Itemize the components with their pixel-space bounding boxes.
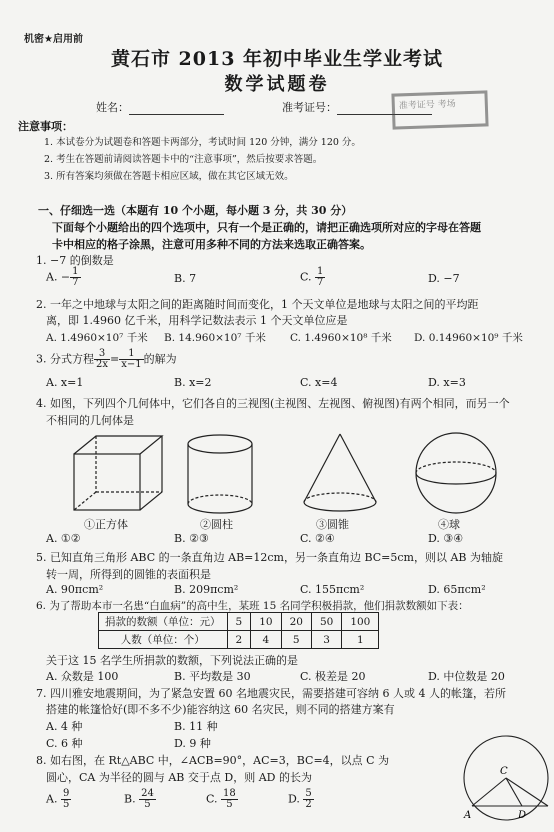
q4-option-c: C. ②④ — [300, 532, 335, 545]
q5-option-b: B. 209πcm² — [174, 583, 239, 596]
notes-heading: 注意事项： — [18, 120, 73, 133]
numerator: 3 — [94, 349, 110, 360]
table-row-header: 人数（单位：个） — [99, 631, 228, 649]
fraction — [303, 789, 313, 810]
q5-line2: 转一周，所得到的圆锥的表面积是 — [46, 568, 211, 581]
cylinder-figure — [182, 432, 258, 516]
table-cell: 5 — [281, 631, 311, 649]
denominator: 5 — [226, 799, 233, 810]
q5-option-a: A. 90πcm² — [46, 583, 104, 596]
q8-line1: 8. 如右图，在 Rt△ABC 中，∠ACB=90°，AC=3，BC=4，以点 C 为 — [36, 754, 390, 767]
table-cell: 10 — [251, 613, 281, 631]
exam-subtitle: 数学试题卷 — [224, 74, 330, 95]
q2-option-b: B. 14.960×10⁷ 千米 — [164, 332, 266, 344]
q2-line1: 2. 一年之中地球与太阳之间的距离随时间而变化，1 个天文单位是地球与太阳之间的平均距 — [36, 298, 479, 311]
q7-option-a: A. 4 种 — [46, 720, 83, 733]
q8-option-b — [124, 789, 156, 810]
fraction — [119, 349, 143, 370]
cylinder-caption: ②圆柱 — [200, 518, 233, 531]
table-row — [99, 631, 379, 649]
q4-line2: 不相同的几何体是 — [46, 414, 134, 427]
table-cell: 100 — [342, 613, 379, 631]
numerator: 5 — [305, 788, 312, 799]
denominator: 2x — [96, 359, 109, 370]
denominator: 7 — [317, 277, 324, 288]
q2-option-c: C. 1.4960×10⁸ 千米 — [290, 332, 392, 344]
q6-stem: 6. 为了帮助本市一名患“白血病”的高中生，某班 15 名同学积极捐款，他们捐款数额如下表： — [36, 600, 469, 612]
q2-option-a: A. 1.4960×10⁷ 千米 — [46, 332, 148, 344]
q5-option-d: D. 65πcm² — [428, 583, 486, 596]
q2-option-d: D. 0.14960×10⁹ 千米 — [414, 332, 523, 344]
section-title: 一、仔细选一选（本题有 10 个小题，每小题 3 分，共 30 分） — [38, 204, 353, 217]
q6-question: 关于这 15 名学生所捐款的数额，下列说法正确的是 — [46, 654, 298, 667]
name-underline — [129, 103, 224, 115]
q4-option-b: B. ②③ — [174, 532, 209, 545]
exam-no-label: 准考证号： — [282, 101, 337, 114]
cube-caption: ①正方体 — [84, 518, 128, 531]
fraction — [139, 789, 156, 810]
cone-caption: ③圆锥 — [316, 518, 349, 531]
numerator: 9 — [62, 788, 70, 799]
secret-mark: 机密★启用前 — [24, 34, 83, 45]
name-field — [96, 99, 224, 115]
q3-option-d: D. x=3 — [428, 376, 466, 389]
q4-option-d: D. ③④ — [428, 532, 464, 545]
q3-suffix: 的解为 — [143, 352, 177, 366]
q1-option-d: D. −7 — [428, 272, 460, 285]
section-desc: 卡中相应的格子涂黑，注意可用多种不同的方法来选取正确答案。 — [52, 238, 371, 251]
numerator: 1 — [72, 266, 79, 277]
numerator: 18 — [223, 788, 236, 799]
denominator: 5 — [62, 799, 70, 810]
fraction — [70, 267, 80, 288]
fraction — [315, 267, 325, 288]
table-cell: 1 — [342, 631, 379, 649]
q8-line2: 圆心，CA 为半径的圆与 AB 交于点 D，则 AD 的长为 — [46, 771, 312, 784]
table-cell: 20 — [281, 613, 311, 631]
q5-line1: 5. 已知直角三角形 ABC 的一条直角边 AB=12cm，另一条直角边 BC=5cm，则以 AB 为轴旋 — [36, 551, 503, 564]
q1-option-a — [46, 267, 81, 288]
q5-option-c: C. 155πcm² — [300, 583, 365, 596]
denominator: x−1 — [121, 359, 142, 370]
point-c-label: C — [500, 766, 508, 777]
point-d-label: D — [518, 810, 527, 821]
q1-option-b: B. 7 — [174, 272, 197, 285]
section-desc: 下面每个小题给出的四个选项中，只有一个是正确的，请把正确选项所对应的字母在答题 — [52, 221, 481, 234]
q7-option-c: C. 6 种 — [46, 737, 83, 750]
q6-option-c: C. 极差是 20 — [300, 670, 366, 683]
fraction — [94, 349, 110, 370]
q4-option-a: A. ①② — [46, 532, 81, 545]
q3-option-b: B. x=2 — [174, 376, 212, 389]
table-cell: 2 — [227, 631, 251, 649]
cube-figure — [60, 430, 170, 515]
q1-stem: 1. −7 的倒数是 — [36, 254, 114, 267]
q7-option-b: B. 11 种 — [174, 720, 218, 733]
q8-d-prefix: D. — [288, 792, 304, 806]
table-cell: 3 — [311, 631, 341, 649]
fraction — [221, 789, 238, 810]
q8-option-c — [206, 789, 238, 810]
q3-stem — [36, 349, 177, 370]
note-item: 3. 所有答案均须做在答题卡相应区域，做在其它区域无效。 — [44, 171, 294, 182]
table-cell: 4 — [251, 631, 281, 649]
q7-line2: 搭建的帐篷恰好(即不多不少)能容纳这 60 名灾民，则不同的搭建方案有 — [46, 703, 395, 716]
note-item: 1. 本试卷分为试题卷和答题卡两部分，考试时间 120 分钟，满分 120 分。 — [44, 137, 361, 148]
cone-figure — [298, 430, 382, 516]
q8-figure — [456, 730, 552, 830]
q1-option-c — [300, 267, 325, 288]
q7-option-d: D. 9 种 — [174, 737, 211, 750]
note-item: 2. 考生在答题前请阅读答题卡中的“注意事项”，然后按要求答题。 — [44, 154, 323, 165]
denominator: 5 — [144, 799, 151, 810]
stamp-text: 准考证号 考场 — [398, 99, 456, 112]
q6-option-a: A. 众数是 100 — [46, 670, 119, 683]
table-row-header: 捐款的数额（单位：元） — [99, 613, 228, 631]
q8-b-prefix: B. — [124, 792, 140, 806]
numerator: 1 — [317, 266, 324, 277]
q8-option-a — [46, 789, 71, 810]
table-row — [99, 613, 379, 631]
q1-c-prefix: C. — [300, 270, 316, 284]
donation-table — [98, 612, 379, 649]
equals-sign: = — [110, 352, 120, 366]
q8-c-prefix: C. — [206, 792, 222, 806]
fraction — [61, 789, 71, 810]
q8-a-prefix: A. — [46, 792, 61, 806]
seat-stamp — [391, 90, 488, 129]
q1-a-prefix: A. − — [46, 270, 71, 284]
point-a-label: A — [464, 810, 472, 821]
sphere-caption: ④球 — [438, 518, 460, 531]
denominator: 7 — [72, 277, 79, 288]
numerator: 24 — [141, 788, 154, 799]
exam-title: 黄石市 2013 年初中毕业生学业考试 — [110, 48, 444, 70]
q3-option-a: A. x=1 — [46, 376, 84, 389]
q7-line1: 7. 四川雅安地震期间，为了紧急安置 60 名地震灾民，需要搭建可容纳 6 人或 4 人的帐篷，若所 — [36, 687, 506, 700]
denominator: 2 — [305, 799, 312, 810]
sphere-figure — [412, 430, 500, 516]
q4-line1: 4. 如图，下列四个几何体中，它们各自的三视图(主视图、左视图、俯视图)有两个相同，而另一个 — [36, 397, 510, 410]
numerator: 1 — [119, 349, 143, 360]
q2-line2: 离，即 1.4960 亿千米，用科学记数法表示 1 个天文单位应是 — [46, 314, 348, 327]
q8-option-d — [288, 789, 314, 810]
q3-prefix: 3. 分式方程 — [36, 352, 94, 366]
table-cell: 5 — [227, 613, 251, 631]
q6-option-b: B. 平均数是 30 — [174, 670, 251, 683]
q3-option-c: C. x=4 — [300, 376, 338, 389]
q6-option-d: D. 中位数是 20 — [428, 670, 505, 683]
table-cell: 50 — [311, 613, 341, 631]
name-label: 姓名： — [96, 101, 129, 114]
